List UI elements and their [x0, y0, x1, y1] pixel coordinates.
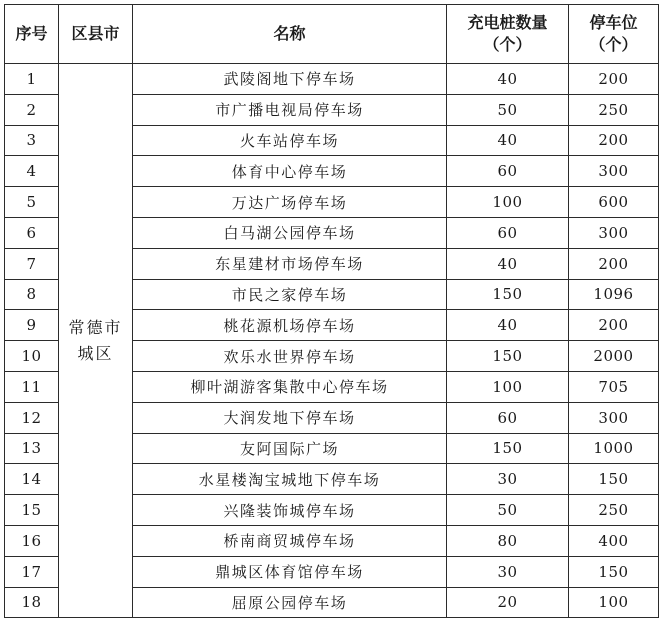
row-index: 8: [5, 279, 59, 310]
parking-lot-name: 市广播电视局停车场: [133, 94, 447, 125]
row-index: 11: [5, 371, 59, 402]
charger-count: 30: [447, 464, 569, 495]
charger-count: 50: [447, 495, 569, 526]
row-index: 1: [5, 64, 59, 95]
row-index: 6: [5, 217, 59, 248]
parking-charger-table: [4, 4, 659, 618]
parking-lot-name: 武陵阁地下停车场: [133, 64, 447, 95]
table-header: [5, 5, 659, 64]
parking-lot-name: 火车站停车场: [133, 125, 447, 156]
row-index: 13: [5, 433, 59, 464]
parking-lot-name: 鼎城区体育馆停车场: [133, 556, 447, 587]
charger-count: 40: [447, 64, 569, 95]
charger-count: 30: [447, 556, 569, 587]
parking-lot-name: 柳叶湖游客集散中心停车场: [133, 371, 447, 402]
parking-space-count: 250: [569, 495, 659, 526]
parking-space-count: 200: [569, 248, 659, 279]
parking-lot-name: 万达广场停车场: [133, 187, 447, 218]
charger-count: 150: [447, 433, 569, 464]
charger-count: 40: [447, 310, 569, 341]
parking-space-count: 400: [569, 525, 659, 556]
table-body: [5, 64, 659, 618]
parking-lot-name: 体育中心停车场: [133, 156, 447, 187]
table-row: [5, 64, 659, 95]
row-index: 10: [5, 341, 59, 372]
charger-count: 150: [447, 341, 569, 372]
row-index: 7: [5, 248, 59, 279]
district-name-line1: 常德市: [68, 317, 123, 337]
parking-lot-name: 市民之家停车场: [133, 279, 447, 310]
header-spaces: [569, 5, 659, 64]
header-district: 区县市: [59, 5, 133, 64]
header-index: 序号: [5, 5, 59, 64]
charger-count: 100: [447, 187, 569, 218]
row-index: 16: [5, 525, 59, 556]
charger-count: 60: [447, 217, 569, 248]
parking-space-count: 200: [569, 310, 659, 341]
parking-lot-name: 东星建材市场停车场: [133, 248, 447, 279]
row-index: 15: [5, 495, 59, 526]
header-spaces-unit: （个）: [589, 35, 638, 54]
parking-space-count: 150: [569, 464, 659, 495]
parking-space-count: 150: [569, 556, 659, 587]
charger-count: 40: [447, 248, 569, 279]
parking-space-count: 300: [569, 217, 659, 248]
row-index: 5: [5, 187, 59, 218]
parking-lot-name: 白马湖公园停车场: [133, 217, 447, 248]
row-index: 18: [5, 587, 59, 618]
row-index: 3: [5, 125, 59, 156]
parking-space-count: 300: [569, 402, 659, 433]
header-chargers-title: 充电桩数量: [467, 13, 548, 32]
parking-space-count: 1000: [569, 433, 659, 464]
header-chargers-unit: （个）: [483, 35, 532, 54]
row-index: 17: [5, 556, 59, 587]
row-index: 2: [5, 94, 59, 125]
charger-count: 80: [447, 525, 569, 556]
document-page: [4, 4, 659, 618]
row-index: 12: [5, 402, 59, 433]
parking-space-count: 200: [569, 64, 659, 95]
row-index: 14: [5, 464, 59, 495]
parking-space-count: 300: [569, 156, 659, 187]
parking-lot-name: 大润发地下停车场: [133, 402, 447, 433]
row-index: 4: [5, 156, 59, 187]
row-index: 9: [5, 310, 59, 341]
charger-count: 60: [447, 156, 569, 187]
parking-space-count: 705: [569, 371, 659, 402]
charger-count: 50: [447, 94, 569, 125]
parking-space-count: 250: [569, 94, 659, 125]
charger-count: 20: [447, 587, 569, 618]
charger-count: 150: [447, 279, 569, 310]
parking-lot-name: 屈原公园停车场: [133, 587, 447, 618]
parking-lot-name: 桥南商贸城停车场: [133, 525, 447, 556]
parking-space-count: 200: [569, 125, 659, 156]
header-spaces-title: 停车位: [589, 13, 638, 32]
parking-space-count: 1096: [569, 279, 659, 310]
parking-lot-name: 水星楼淘宝城地下停车场: [133, 464, 447, 495]
parking-space-count: 100: [569, 587, 659, 618]
district-cell: [59, 64, 133, 618]
header-chargers: [447, 5, 569, 64]
parking-lot-name: 兴隆装饰城停车场: [133, 495, 447, 526]
header-name: 名称: [133, 5, 447, 64]
charger-count: 40: [447, 125, 569, 156]
parking-lot-name: 友阿国际广场: [133, 433, 447, 464]
header-row: [5, 5, 659, 64]
parking-space-count: 2000: [569, 341, 659, 372]
parking-lot-name: 桃花源机场停车场: [133, 310, 447, 341]
parking-lot-name: 欢乐水世界停车场: [133, 341, 447, 372]
charger-count: 100: [447, 371, 569, 402]
charger-count: 60: [447, 402, 569, 433]
district-name-line2: 城区: [77, 343, 114, 363]
parking-space-count: 600: [569, 187, 659, 218]
